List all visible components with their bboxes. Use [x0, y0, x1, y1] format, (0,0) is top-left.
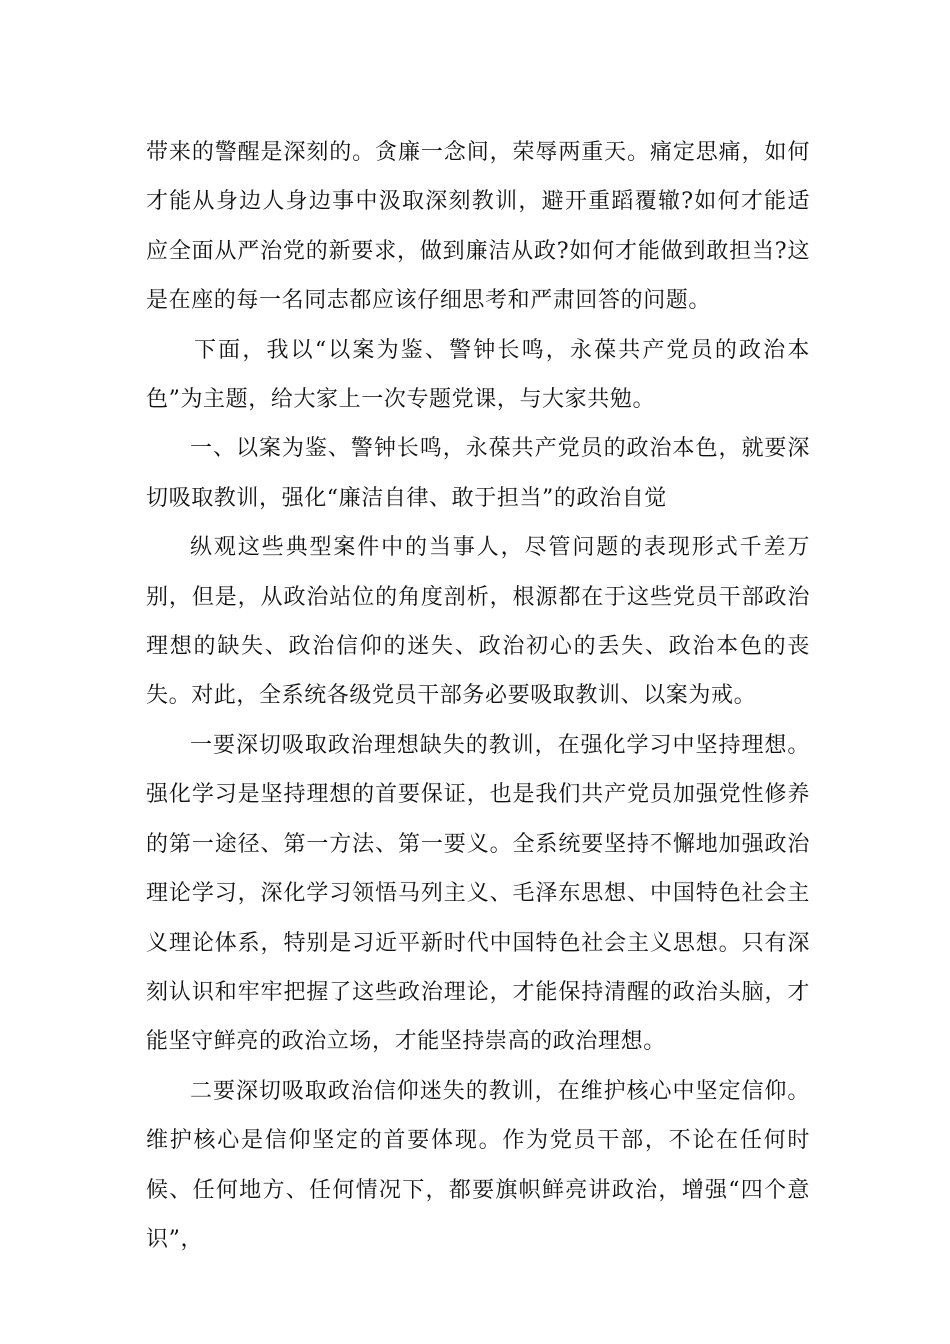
paragraph-intro: 下面，我以“以案为鉴、警钟长鸣，永葆共产党员的政治本色”为主题，给大家上一次专题党课，与大家共勉。: [146, 337, 810, 413]
paragraph-continuation: 带来的警醒是深刻的。贪廉一念间，荣辱两重天。痛定思痛，如何才能从身边人身边事中汲取深刻教训，避开重蹈覆辙?如何才能适应全面从严治党的新要求，做到廉洁从政?如何才能做到敢担当?这是在座的每一名同志都应该仔细思考和严肃回答的问题。: [146, 140, 810, 314]
paragraph-point-1: 一要深切吸取政治理想缺失的教训，在强化学习中坚持理想。强化学习是坚持理想的首要保证，也是我们共产党员加强党性修养的第一途径、第一方法、第一要义。全系统要坚持不懈地加强政治理论学习，深化学习领悟马列主义、毛泽东思想、中国特色社会主义理论体系，特别是习近平新时代中国特色社会主义思想。只有深刻认识和牢牢把握了这些政治理论，才能保持清醒的政治头脑，才能坚守鲜亮的政治立场，才能坚持崇高的政治理想。: [146, 732, 810, 1055]
document-body: [146, 128, 810, 1264]
paragraph-analysis: 纵观这些典型案件中的当事人，尽管问题的表现形式千差万别，但是，从政治站位的角度剖析，根源都在于这些党员干部政治理想的缺失、政治信仰的迷失、政治初心的丢失、政治本色的丧失。对此，全系统各级党员干部务必要吸取教训、以案为戒。: [146, 535, 810, 709]
paragraph-point-2: 二要深切吸取政治信仰迷失的教训，在维护核心中坚定信仰。维护核心是信仰坚定的首要体现。作为党员干部，不论在任何时候、任何地方、任何情况下，都要旗帜鲜亮讲政治，增强“四个意识”，: [146, 1078, 810, 1252]
section-heading-1: 一、以案为鉴、警钟长鸣，永葆共产党员的政治本色，就要深切吸取教训，强化“廉洁自律、敢于担当”的政治自觉: [146, 436, 810, 511]
